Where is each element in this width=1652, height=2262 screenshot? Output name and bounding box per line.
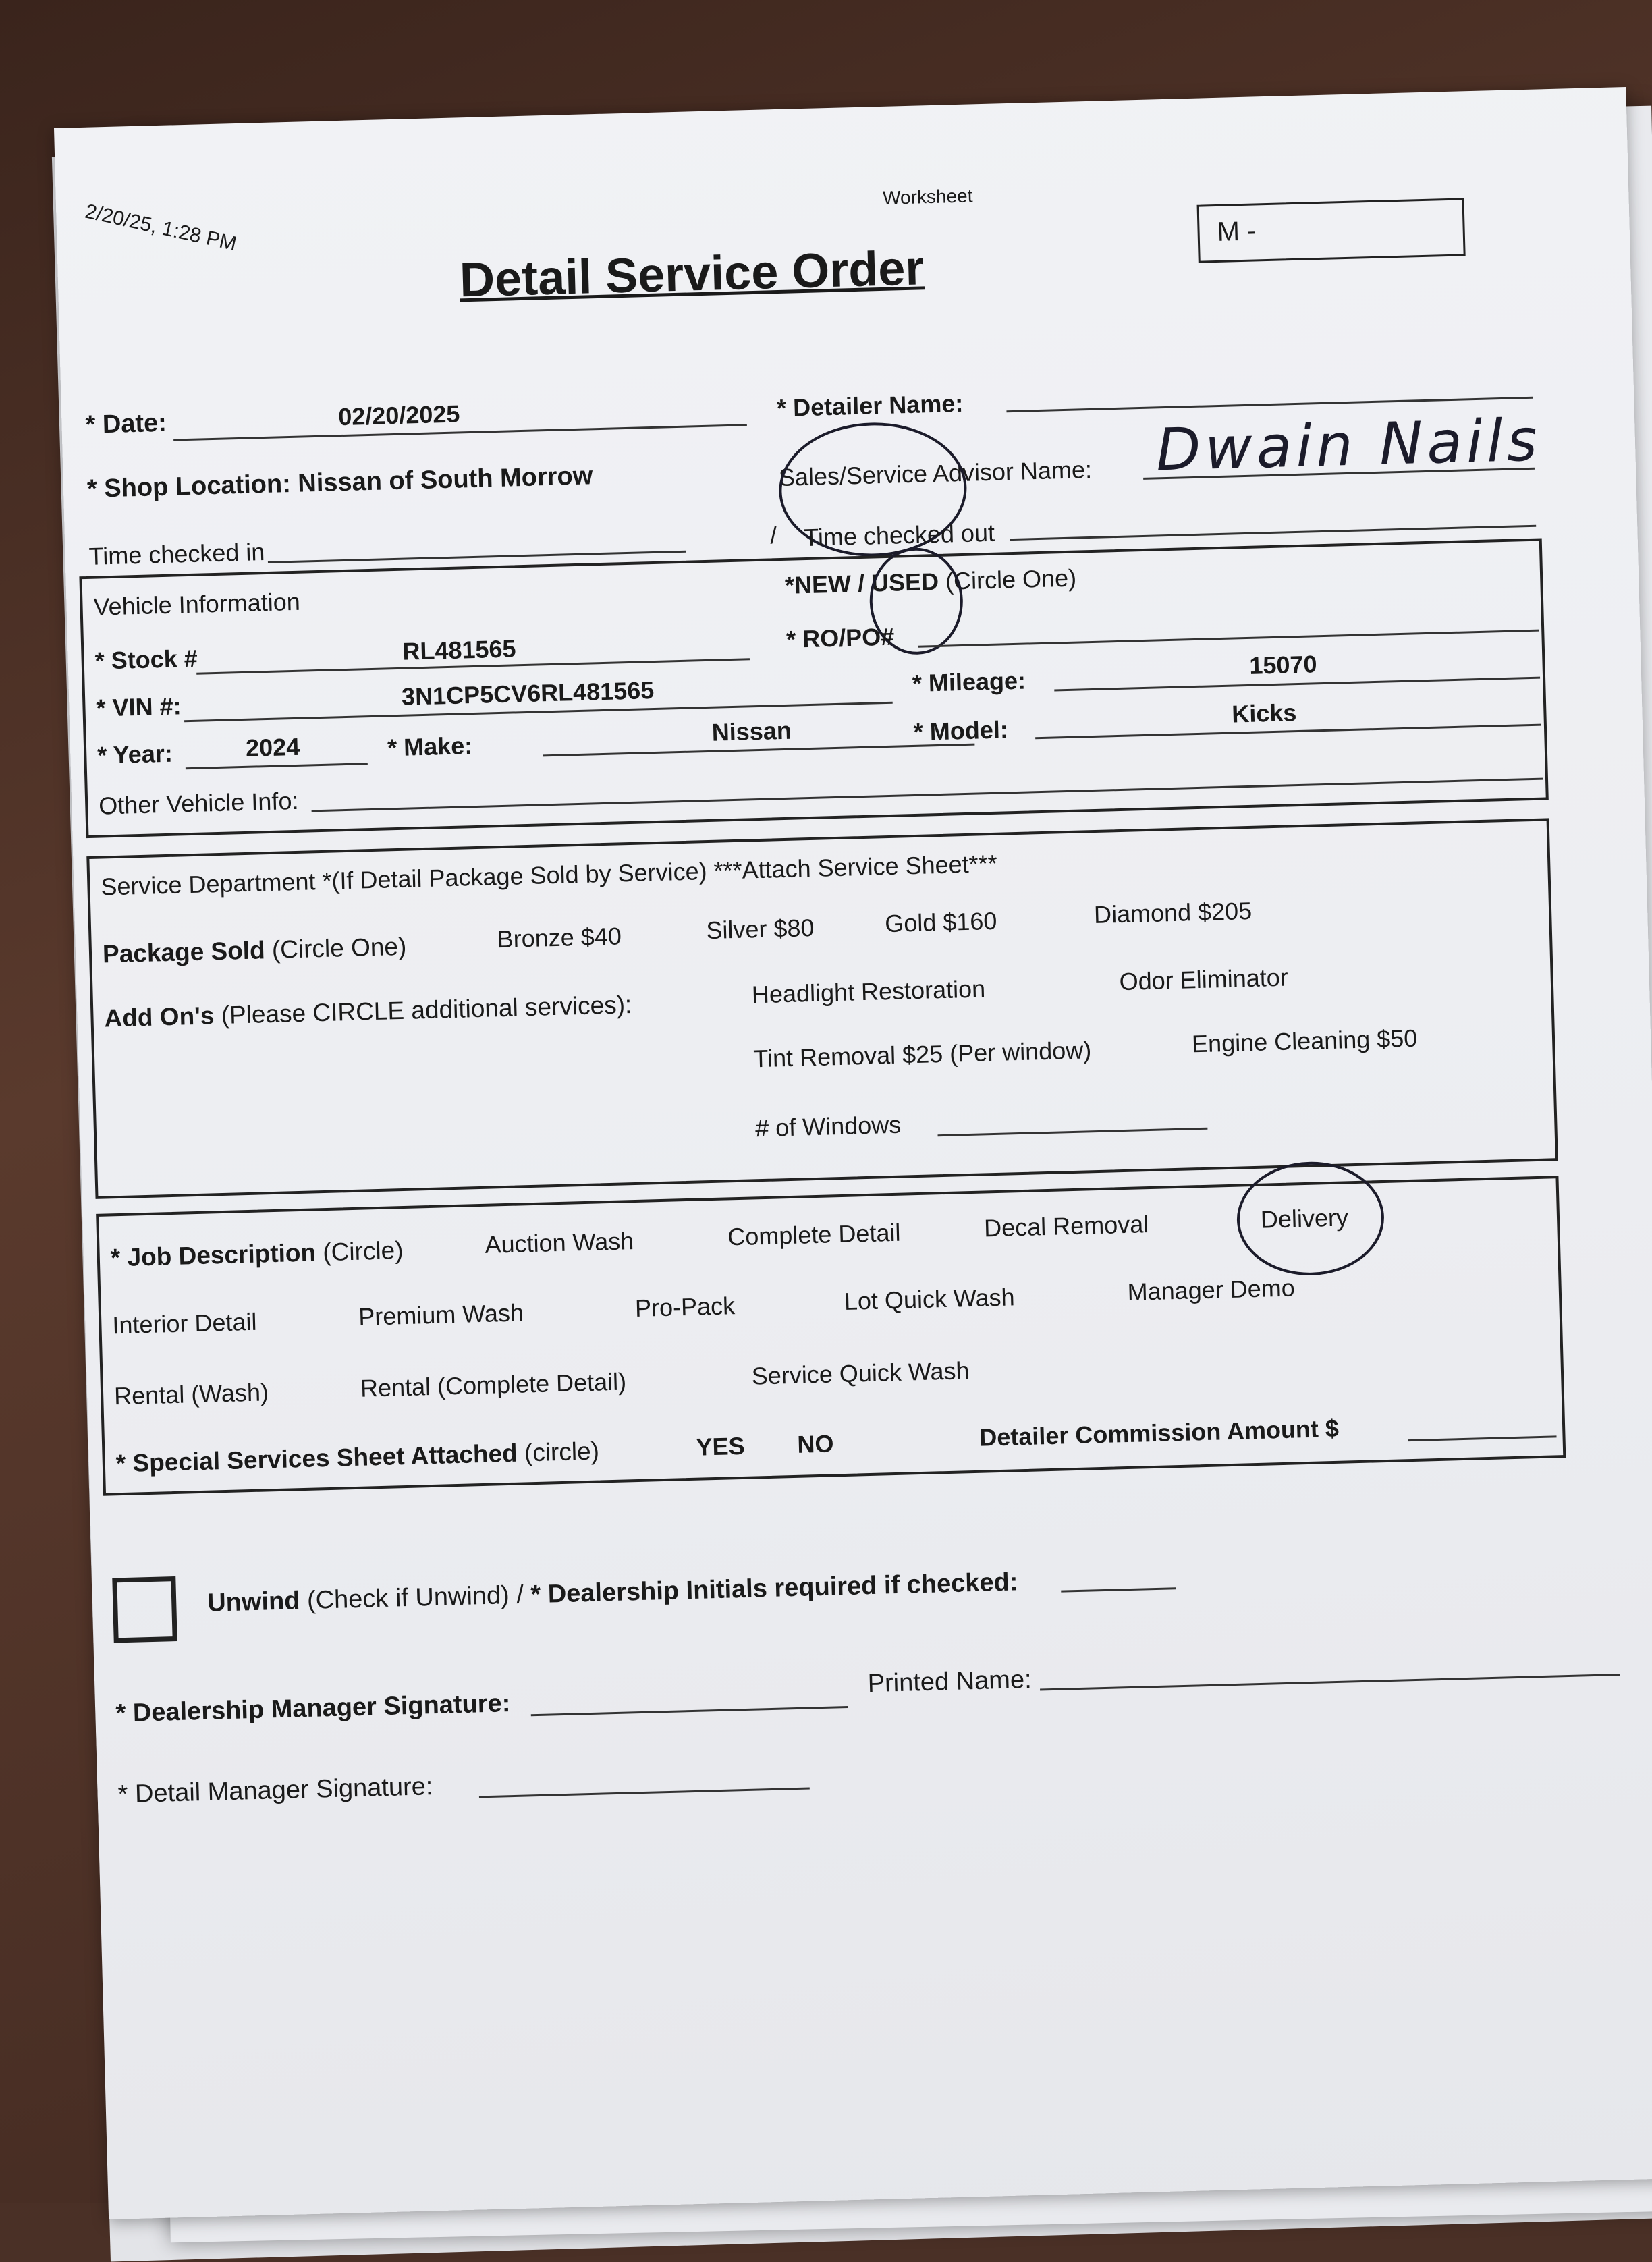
job-complete-detail[interactable]: Complete Detail [727, 1218, 901, 1251]
shop-location-value: Nissan of South Morrow [297, 462, 593, 498]
job-interior-detail[interactable]: Interior Detail [111, 1307, 258, 1340]
date-label: * Date: [84, 408, 167, 439]
addon-odor-eliminator[interactable]: Odor Eliminator [1119, 963, 1289, 996]
detail-manager-signature-field[interactable] [479, 1788, 810, 1798]
detailer-name-label: * Detailer Name: [776, 389, 964, 422]
print-timestamp: 2/20/25, 1:28 PM [83, 200, 239, 256]
model-label: * Model: [913, 715, 1009, 746]
job-auction-wash[interactable]: Auction Wash [484, 1227, 634, 1259]
job-manager-demo[interactable]: Manager Demo [1127, 1273, 1296, 1306]
shop-location-label: * Shop Location: Nissan of South Morrow [86, 462, 593, 503]
mileage-label: * Mileage: [912, 666, 1026, 697]
time-in-field[interactable] [268, 551, 686, 563]
year-label: * Year: [97, 739, 173, 769]
order-number-prefix: M - [1217, 216, 1257, 247]
printed-name-field[interactable] [1040, 1674, 1620, 1691]
package-sold-label: Package Sold (Circle One) [102, 932, 407, 968]
job-description-label: * Job Description (Circle) [110, 1236, 404, 1272]
worksheet-label: Worksheet [882, 185, 973, 209]
job-rental-wash[interactable]: Rental (Wash) [113, 1378, 269, 1410]
printed-name-label: Printed Name: [867, 1665, 1032, 1699]
commission-label: Detailer Commission Amount $ [979, 1414, 1340, 1452]
addon-engine-cleaning[interactable]: Engine Cleaning $50 [1191, 1024, 1418, 1058]
job-decal-removal[interactable]: Decal Removal [983, 1210, 1149, 1242]
addon-tint-removal[interactable]: Tint Removal $25 (Per window) [752, 1036, 1092, 1073]
service-order-sheet [54, 87, 1652, 2219]
package-diamond[interactable]: Diamond $205 [1093, 896, 1252, 929]
windows-count-label: # of Windows [754, 1110, 902, 1142]
make-value: Nissan [711, 716, 792, 746]
time-out-label: Time checked out [803, 518, 995, 552]
unwind-label: Unwind (Check if Unwind) / * Dealership Initials required if checked: [206, 1568, 1018, 1618]
special-services-yes[interactable]: YES [695, 1431, 746, 1461]
advisor-name-label: Sales/Service Advisor Name: [778, 455, 1093, 492]
mileage-value: 15070 [1248, 650, 1318, 680]
dealership-manager-signature-field[interactable] [531, 1706, 848, 1716]
special-services-label: * Special Services Sheet Attached (circle) [115, 1437, 600, 1478]
year-value: 2024 [245, 732, 300, 762]
stock-label: * Stock # [94, 644, 198, 675]
stock-value: RL481565 [402, 634, 517, 665]
page-title: Detail Service Order [459, 241, 925, 308]
vin-label: * VIN #: [95, 692, 182, 722]
job-rental-complete-detail[interactable]: Rental (Complete Detail) [360, 1367, 627, 1402]
package-bronze[interactable]: Bronze $40 [497, 922, 622, 954]
make-label: * Make: [387, 732, 473, 762]
detail-manager-signature-label: * Detail Manager Signature: [117, 1772, 433, 1809]
package-silver[interactable]: Silver $80 [705, 913, 815, 945]
add-ons-label: Add On's (Please CIRCLE additional services): [104, 991, 632, 1032]
time-separator: / [769, 521, 777, 549]
order-number-box[interactable] [1197, 198, 1466, 263]
time-out-field[interactable] [1010, 525, 1536, 541]
job-delivery[interactable]: Delivery [1260, 1203, 1349, 1234]
service-department-heading: Service Department *(If Detail Package Sold by Service) ***Attach Service Sheet*** [100, 849, 998, 901]
special-services-no[interactable]: NO [796, 1429, 834, 1458]
job-premium-wash[interactable]: Premium Wash [358, 1298, 524, 1331]
job-lot-quick-wash[interactable]: Lot Quick Wash [844, 1283, 1016, 1315]
model-value: Kicks [1231, 698, 1297, 728]
dealership-initials-field[interactable] [1061, 1587, 1176, 1592]
ro-po-label: * RO/PO# [786, 622, 895, 653]
unwind-checkbox[interactable] [112, 1576, 177, 1643]
addon-headlight-restoration[interactable]: Headlight Restoration [751, 974, 986, 1009]
advisor-signature: Dwain Nails [1155, 406, 1542, 485]
vehicle-info-heading: Vehicle Information [93, 587, 301, 621]
date-value: 02/20/2025 [337, 399, 460, 431]
new-used-label: *NEW / USED (Circle One) [784, 563, 1077, 599]
other-vehicle-info-label: Other Vehicle Info: [98, 786, 299, 820]
time-in-label: Time checked in [88, 538, 265, 570]
package-gold[interactable]: Gold $160 [884, 906, 997, 938]
used-option: USED [871, 567, 939, 597]
job-service-quick-wash[interactable]: Service Quick Wash [751, 1356, 970, 1390]
job-pro-pack[interactable]: Pro-Pack [634, 1292, 736, 1323]
vin-value: 3N1CP5CV6RL481565 [401, 676, 655, 711]
dealership-manager-signature-label: * Dealership Manager Signature: [115, 1689, 511, 1728]
